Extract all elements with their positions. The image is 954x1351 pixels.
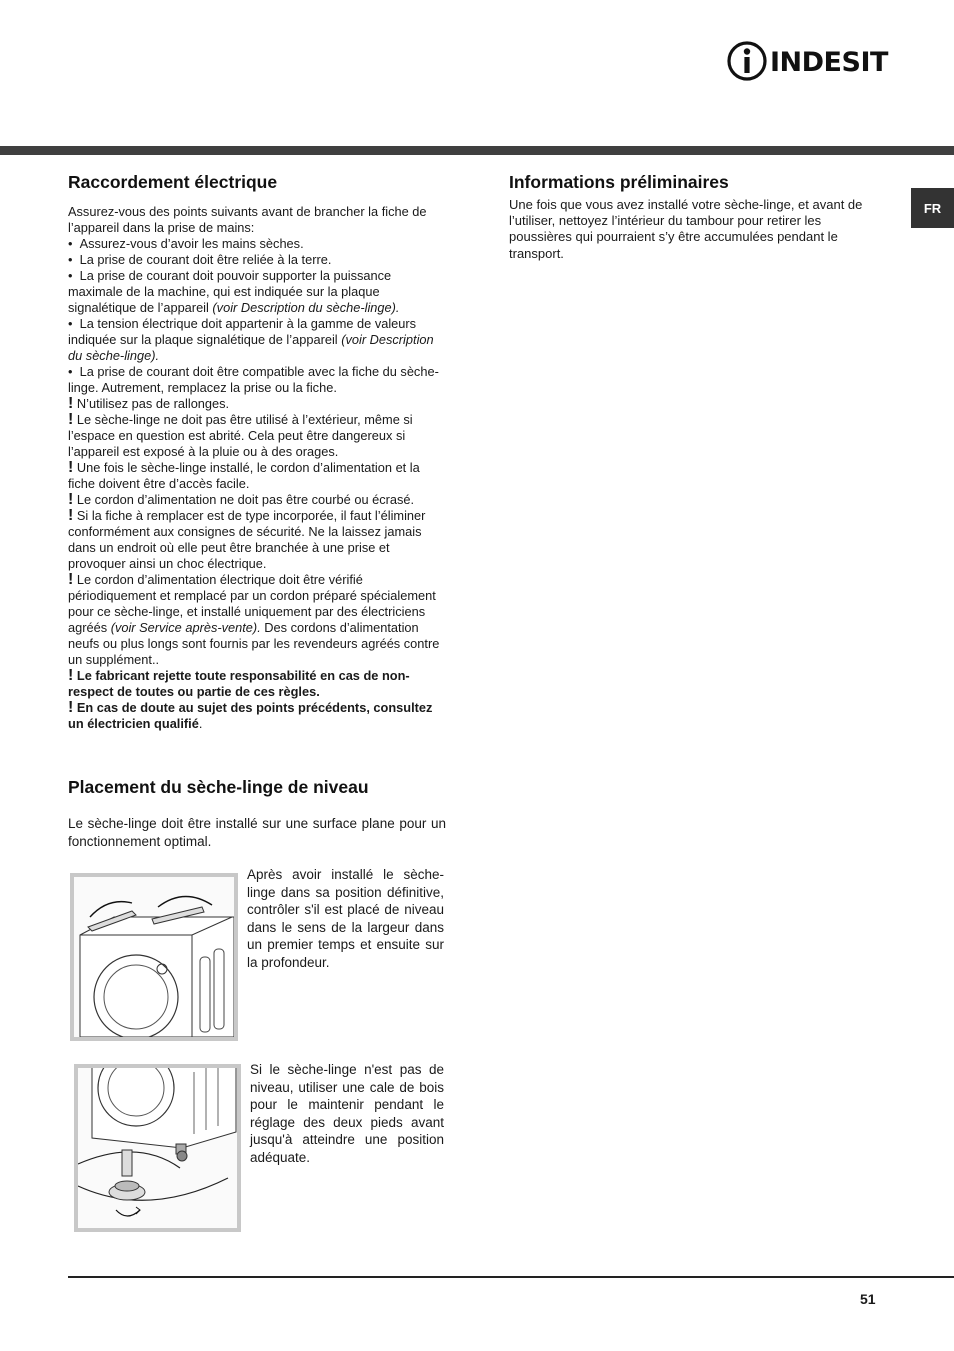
section-informations — [509, 172, 881, 262]
warning-icon: ! — [68, 507, 74, 524]
warning-text: Si la fiche à remplacer est de type incorporée, il faut l’éliminer conformément aux consignes de sécurité. Ne la laissez jamais dans un endroit où elle peut être branchée à une prise et provoquer ainsi un choc électrique. — [68, 508, 426, 571]
warning-item — [68, 572, 446, 668]
warning-icon: ! — [68, 571, 74, 588]
informations-body: Une fois que vous avez installé votre sèche-linge, et avant de l’utiliser, nettoyez l’intérieur du tambour pour retirer les poussières qui pourraient s’y être accumulées pendant le transport. — [509, 197, 863, 261]
warning-item — [68, 508, 446, 572]
bullet-item: • La prise de courant doit pouvoir supporter la puissance maximale de la machine, qui est indiquée sur la plaque signalétique de l’appareil (voir Description du sèche-linge). — [68, 268, 400, 315]
bullet-reference: (voir Description du sèche-linge). — [68, 332, 434, 363]
bullet-item: • La prise de courant doit être compatible avec la fiche du sèche-linge. Autrement, remplacez la prise ou la fiche. — [68, 364, 439, 395]
bullet-reference: (voir Description du sèche-linge). — [212, 300, 400, 315]
bullet-item: • La tension électrique doit appartenir à la gamme de valeurs indiquée sur la plaque signalétique de l’appareil (voir Description du sèche-linge). — [68, 316, 434, 363]
warning-item — [68, 700, 446, 732]
bullet-text: La tension électrique doit appartenir à la gamme de valeurs indiquée sur la plaque signalétique de l’appareil — [68, 316, 417, 347]
warning-item — [68, 492, 446, 508]
section-title: Raccordement électrique — [68, 172, 278, 192]
section-title: Placement du sèche-linge de niveau — [68, 777, 369, 797]
header-bar — [0, 146, 954, 155]
warning-bold-text: En cas de doute au sujet des points précédents, consultez un électricien qualifié — [68, 700, 433, 731]
dryer-top-illustration — [74, 877, 234, 1037]
warning-item — [68, 460, 446, 492]
language-tab: FR — [911, 188, 954, 228]
warning-bold-text: Le fabricant rejette toute responsabilité en cas de non-respect de toutes ou partie de ces règles. — [68, 668, 410, 699]
warning-icon: ! — [68, 459, 74, 476]
raccordement-body — [68, 204, 446, 732]
page-number: 51 — [860, 1291, 876, 1307]
bullet-item: • Assurez-vous d’avoir les mains sèches. — [68, 236, 304, 251]
footer-rule — [68, 1276, 954, 1278]
section-title: Informations préliminaires — [509, 172, 729, 192]
brand-name: INDESIT — [770, 47, 888, 78]
bullet-text: La prise de courant doit pouvoir supporter la puissance maximale de la machine, qui est indiquée sur la plaque signalétique de l’appareil — [68, 268, 392, 315]
warning-text: Le cordon d’alimentation électrique doit être vérifié périodiquement et remplacé par un cordon préparé spécialement pour ce sèche-linge, et installé uniquement par des électriciens agréés — [68, 572, 436, 635]
warning-text: Le cordon d’alimentation ne doit pas être courbé ou écrasé. — [76, 492, 415, 507]
bullet-text: Assurez-vous d’avoir les mains sèches. — [79, 236, 304, 251]
warning-text: N’utilisez pas de rallonges. — [76, 396, 230, 411]
warning-icon: ! — [68, 699, 74, 716]
dryer-foot-illustration — [78, 1068, 237, 1228]
warning-reference: (voir Service après-vente). — [110, 620, 261, 635]
raccordement-warnings — [68, 396, 446, 732]
level-width-illustration — [70, 873, 238, 1041]
level-foot-illustration — [74, 1064, 241, 1232]
warning-item — [68, 396, 446, 412]
placement-step2: Si le sèche-linge n'est pas de niveau, utiliser une cale de bois pour le maintenir pendant le réglage des deux pieds avant jusqu'à atteindre une position adéquate. — [250, 1062, 444, 1165]
raccordement-intro: Assurez-vous des points suivants avant de brancher la fiche de l’appareil dans la prise de mains: — [68, 204, 427, 235]
bullet-text: La prise de courant doit être reliée à la terre. — [79, 252, 332, 267]
bullet-text: La prise de courant doit être compatible avec la fiche du sèche-linge. Autrement, remplacez la prise ou la fiche. — [68, 364, 439, 395]
section-placement — [68, 777, 446, 798]
warning-icon: ! — [68, 491, 74, 508]
warning-text-cont: . — [198, 716, 203, 731]
warning-text: Une fois le sèche-linge installé, le cordon d’alimentation et la fiche doivent être d’accès facile. — [68, 460, 420, 491]
warning-item — [68, 668, 446, 700]
placement-step1: Après avoir installé le sèche-linge dans sa position définitive, contrôler s'il est placé de niveau dans le sens de la largeur dans un premier temps et ensuite sur la profondeur. — [247, 867, 444, 970]
bullet-item: • La prise de courant doit être reliée à la terre. — [68, 252, 332, 267]
section-raccordement — [68, 172, 446, 732]
warning-icon: ! — [68, 411, 74, 428]
raccordement-bullets — [68, 236, 446, 396]
indesit-logo — [726, 40, 886, 82]
warning-text-cont: Des cordons d’alimentation neufs ou plus longs sont fournis par les revendeurs agréés contre un supplément.. — [68, 620, 440, 667]
warning-icon: ! — [68, 395, 74, 412]
placement-intro: Le sèche-linge doit être installé sur une surface plane pour un fonctionnement optimal. — [68, 816, 446, 849]
warning-item — [68, 412, 446, 460]
warning-text: Le sèche-linge ne doit pas être utilisé à l’extérieur, même si l’espace en question est abrité. Cela peut être dangereux si l’appareil est exposé à la pluie ou à des orages. — [68, 412, 413, 459]
warning-icon: ! — [68, 667, 74, 684]
indesit-logo-mark — [726, 40, 768, 82]
